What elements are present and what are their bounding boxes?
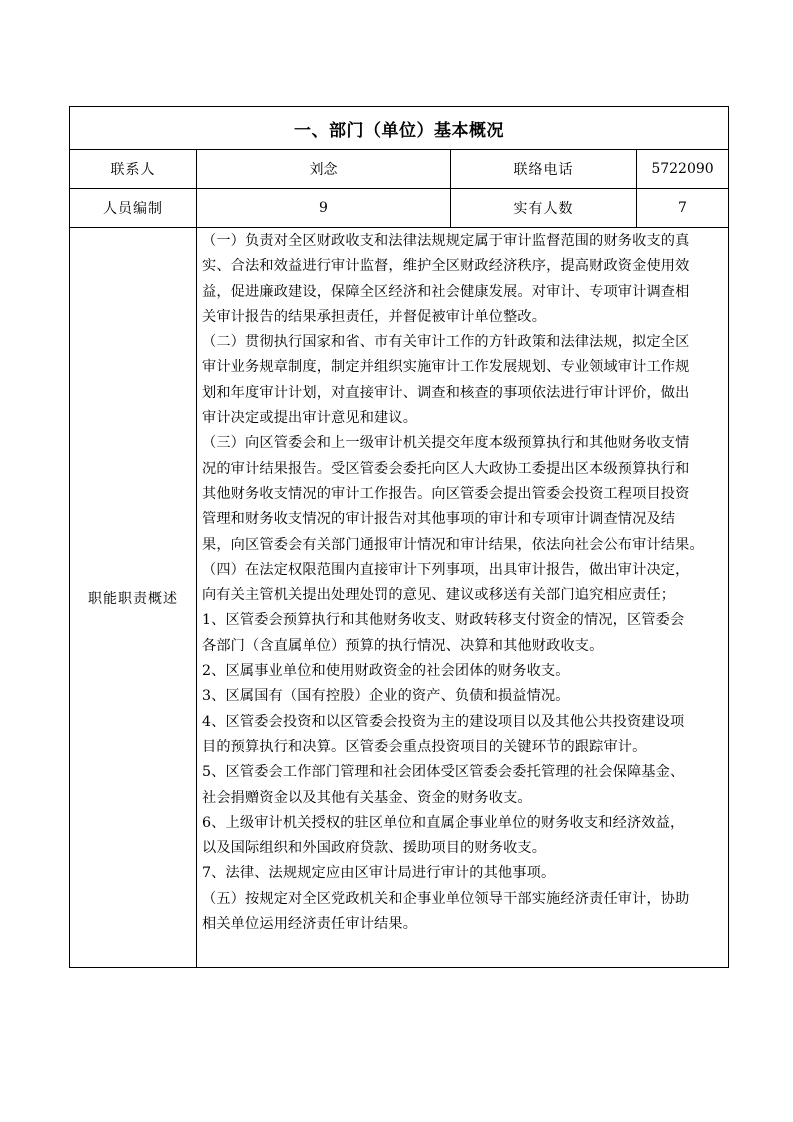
duties-line: 关审计报告的结果承担责任，并督促被审计单位整改。 xyxy=(202,308,547,325)
duties-line: 社会捐赠资金以及其他有关基金、资金的财务收支。 xyxy=(202,789,532,806)
duties-line: （三）向区管委会和上一级审计机关提交年度本级预算执行和其他财务收支情 xyxy=(202,435,690,452)
duties-label: 职能职责概述 xyxy=(70,228,197,968)
duties-line: 7、法律、法规规定应由区审计局进行审计的其他事项。 xyxy=(202,865,556,882)
duties-line: 5、区管委会工作部门管理和社会团体受区管委会委托管理的社会保障基金、 xyxy=(202,764,685,781)
duties-line: 以及国际组织和外国政府贷款、援助项目的财务收支。 xyxy=(202,840,547,857)
duties-line: 1、区管委会预算执行和其他财务收支、财政转移支付资金的情况，区管委会 xyxy=(202,612,685,629)
actual-staff-value: 7 xyxy=(637,189,729,228)
department-overview-table xyxy=(69,106,729,968)
phone-label: 联络电话 xyxy=(451,150,637,189)
duties-line: 2、区属事业单位和使用财政资金的社会团体的财务收支。 xyxy=(202,663,570,680)
staffing-label: 人员编制 xyxy=(70,189,197,228)
duties-line: （四）在法定权限范围内直接审计下列事项，出具审计报告，做出审计决定， xyxy=(202,561,690,578)
duties-line: 况的审计结果报告。受区管委会委托向区人大政协工委提出区本级预算执行和 xyxy=(202,460,690,477)
actual-staff-label: 实有人数 xyxy=(451,189,637,228)
duties-line: 3、区属国有（国有控股）企业的资产、负债和损益情况。 xyxy=(202,688,570,705)
duties-line: 6、上级审计机关授权的驻区单位和直属企事业单位的财务收支和经济效益， xyxy=(202,814,685,831)
contact-label: 联系人 xyxy=(70,150,197,189)
duties-line: 其他财务收支情况的审计工作报告。向区管委会提出管委会投资工程项目投资 xyxy=(202,485,690,502)
duties-line: 益，促进廉政建设，保障全区经济和社会健康发展。对审计、专项审计调查相 xyxy=(202,283,690,300)
duties-line: 4、区管委会投资和以区管委会投资为主的建设项目以及其他公共投资建设项 xyxy=(202,713,685,730)
staffing-row xyxy=(70,189,729,228)
duties-line: 各部门（含直属单位）预算的执行情况、决算和其他财政收支。 xyxy=(202,637,604,654)
section-title: 一、部门（单位）基本概况 xyxy=(70,107,729,150)
duties-text xyxy=(197,228,729,968)
duties-line: 果，向区管委会有关部门通报审计情况和审计结果，依法向社会公布审计结果。 xyxy=(202,536,704,553)
duties-line: 划和年度审计计划，对直接审计、调查和核查的事项依法进行审计评价，做出 xyxy=(202,384,690,401)
duties-line: 相关单位运用经济责任审计结果。 xyxy=(202,916,418,933)
phone-value: 5722090 xyxy=(637,150,729,189)
duties-line: 目的预算执行和决算。区管委会重点投资项目的关键环节的跟踪审计。 xyxy=(202,738,647,755)
duties-row xyxy=(70,228,729,968)
duties-line: （二）贯彻执行国家和省、市有关审计工作的方针政策和法律法规，拟定全区 xyxy=(202,334,690,351)
duties-line: 审计业务规章制度，制定并组织实施审计工作发展规划、专业领域审计工作规 xyxy=(202,359,690,376)
duties-line: （一）负责对全区财政收支和法律法规规定属于审计监督范围的财务收支的真 xyxy=(202,233,690,249)
title-row xyxy=(70,107,729,150)
contact-value: 刘念 xyxy=(197,150,451,189)
duties-line: 实、合法和效益进行审计监督，维护全区财政经济秩序，提高财政资金使用效 xyxy=(202,258,690,275)
duties-line: 管理和财务收支情况的审计报告对其他事项的审计和专项审计调查情况及结 xyxy=(202,511,676,528)
staffing-value: 9 xyxy=(197,189,451,228)
duties-line: 审计决定或提出审计意见和建议。 xyxy=(202,410,418,427)
duties-line: 向有关主管机关提出处理处罚的意见、建议或移送有关部门追究相应责任； xyxy=(202,587,676,604)
contact-row xyxy=(70,150,729,189)
duties-line: （五）按规定对全区党政机关和企事业单位领导干部实施经济责任审计，协助 xyxy=(202,890,690,907)
